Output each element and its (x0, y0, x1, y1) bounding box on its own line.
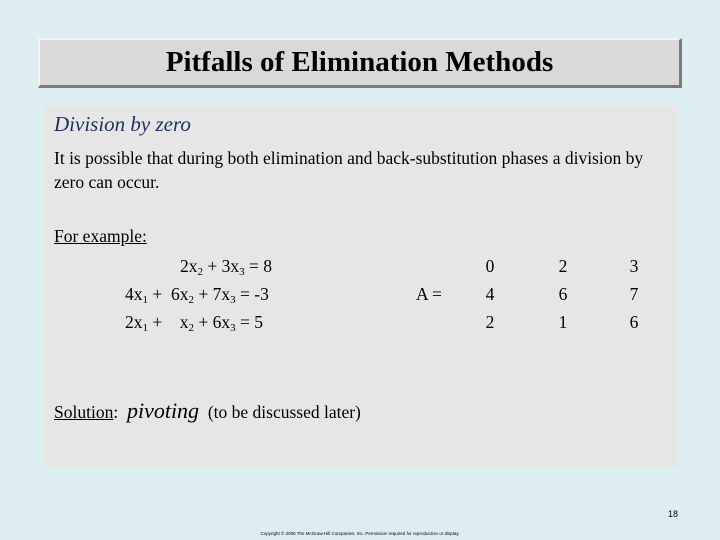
section-subhead: Division by zero (54, 112, 191, 136)
eq2-sub1: 1 (142, 294, 148, 306)
example-label: For example: (54, 226, 147, 246)
eq2-sub2: 2 (188, 294, 194, 306)
matrix-cell: 4 (485, 284, 495, 304)
slide-title: Pitfalls of Elimination Methods (165, 46, 554, 78)
body-paragraph: It is possible that during both elimination and back-substitution phases a division by zero can occur. (54, 148, 644, 192)
eq1-term2: 2x (180, 256, 198, 276)
page-number: 18 (667, 509, 678, 519)
eq2-term2: + 6x (148, 284, 189, 304)
eq3-sub3: 3 (230, 322, 236, 334)
eq2-term1: 4x (125, 284, 143, 304)
solution-colon: : (113, 402, 119, 422)
eq3-term3: + 6x (194, 312, 231, 332)
equation-1 (180, 256, 272, 278)
solution-note: (to be discussed later) (207, 402, 361, 422)
content-panel (44, 106, 678, 468)
title-banner (38, 38, 682, 88)
eq1-sub3: 3 (239, 266, 245, 278)
eq2-rhs: = -3 (235, 284, 269, 304)
matrix-cell: 6 (629, 312, 639, 332)
matrix-cell: 3 (629, 256, 639, 276)
solution-line (54, 398, 361, 424)
eq3-sub1: 1 (142, 322, 148, 334)
matrix-cell: 0 (485, 256, 495, 276)
eq2-sub3: 3 (230, 294, 236, 306)
matrix-label: A = (416, 284, 442, 304)
solution-label: Solution (54, 402, 114, 422)
matrix-cell: 2 (558, 256, 568, 276)
equation-2 (125, 284, 269, 306)
matrix-cell: 1 (558, 312, 568, 332)
matrix-cell: 7 (629, 284, 639, 304)
eq1-term3: + 3x (203, 256, 240, 276)
matrix-cell: 2 (485, 312, 495, 332)
copyright-notice: Copyright © 2006 The McGraw-Hill Companies, Inc. Permission required for reproduction or display. (260, 531, 460, 536)
eq1-sub2: 2 (197, 266, 203, 278)
eq1-rhs: = 8 (244, 256, 272, 276)
eq2-term3: + 7x (194, 284, 231, 304)
matrix-cell: 6 (558, 284, 568, 304)
eq3-sub2: 2 (188, 322, 194, 334)
solution-method: pivoting (126, 398, 200, 423)
eq3-term1: 2x (125, 312, 143, 332)
eq3-rhs: = 5 (235, 312, 263, 332)
equation-3 (125, 312, 263, 334)
eq3-term2: + x (148, 312, 189, 332)
